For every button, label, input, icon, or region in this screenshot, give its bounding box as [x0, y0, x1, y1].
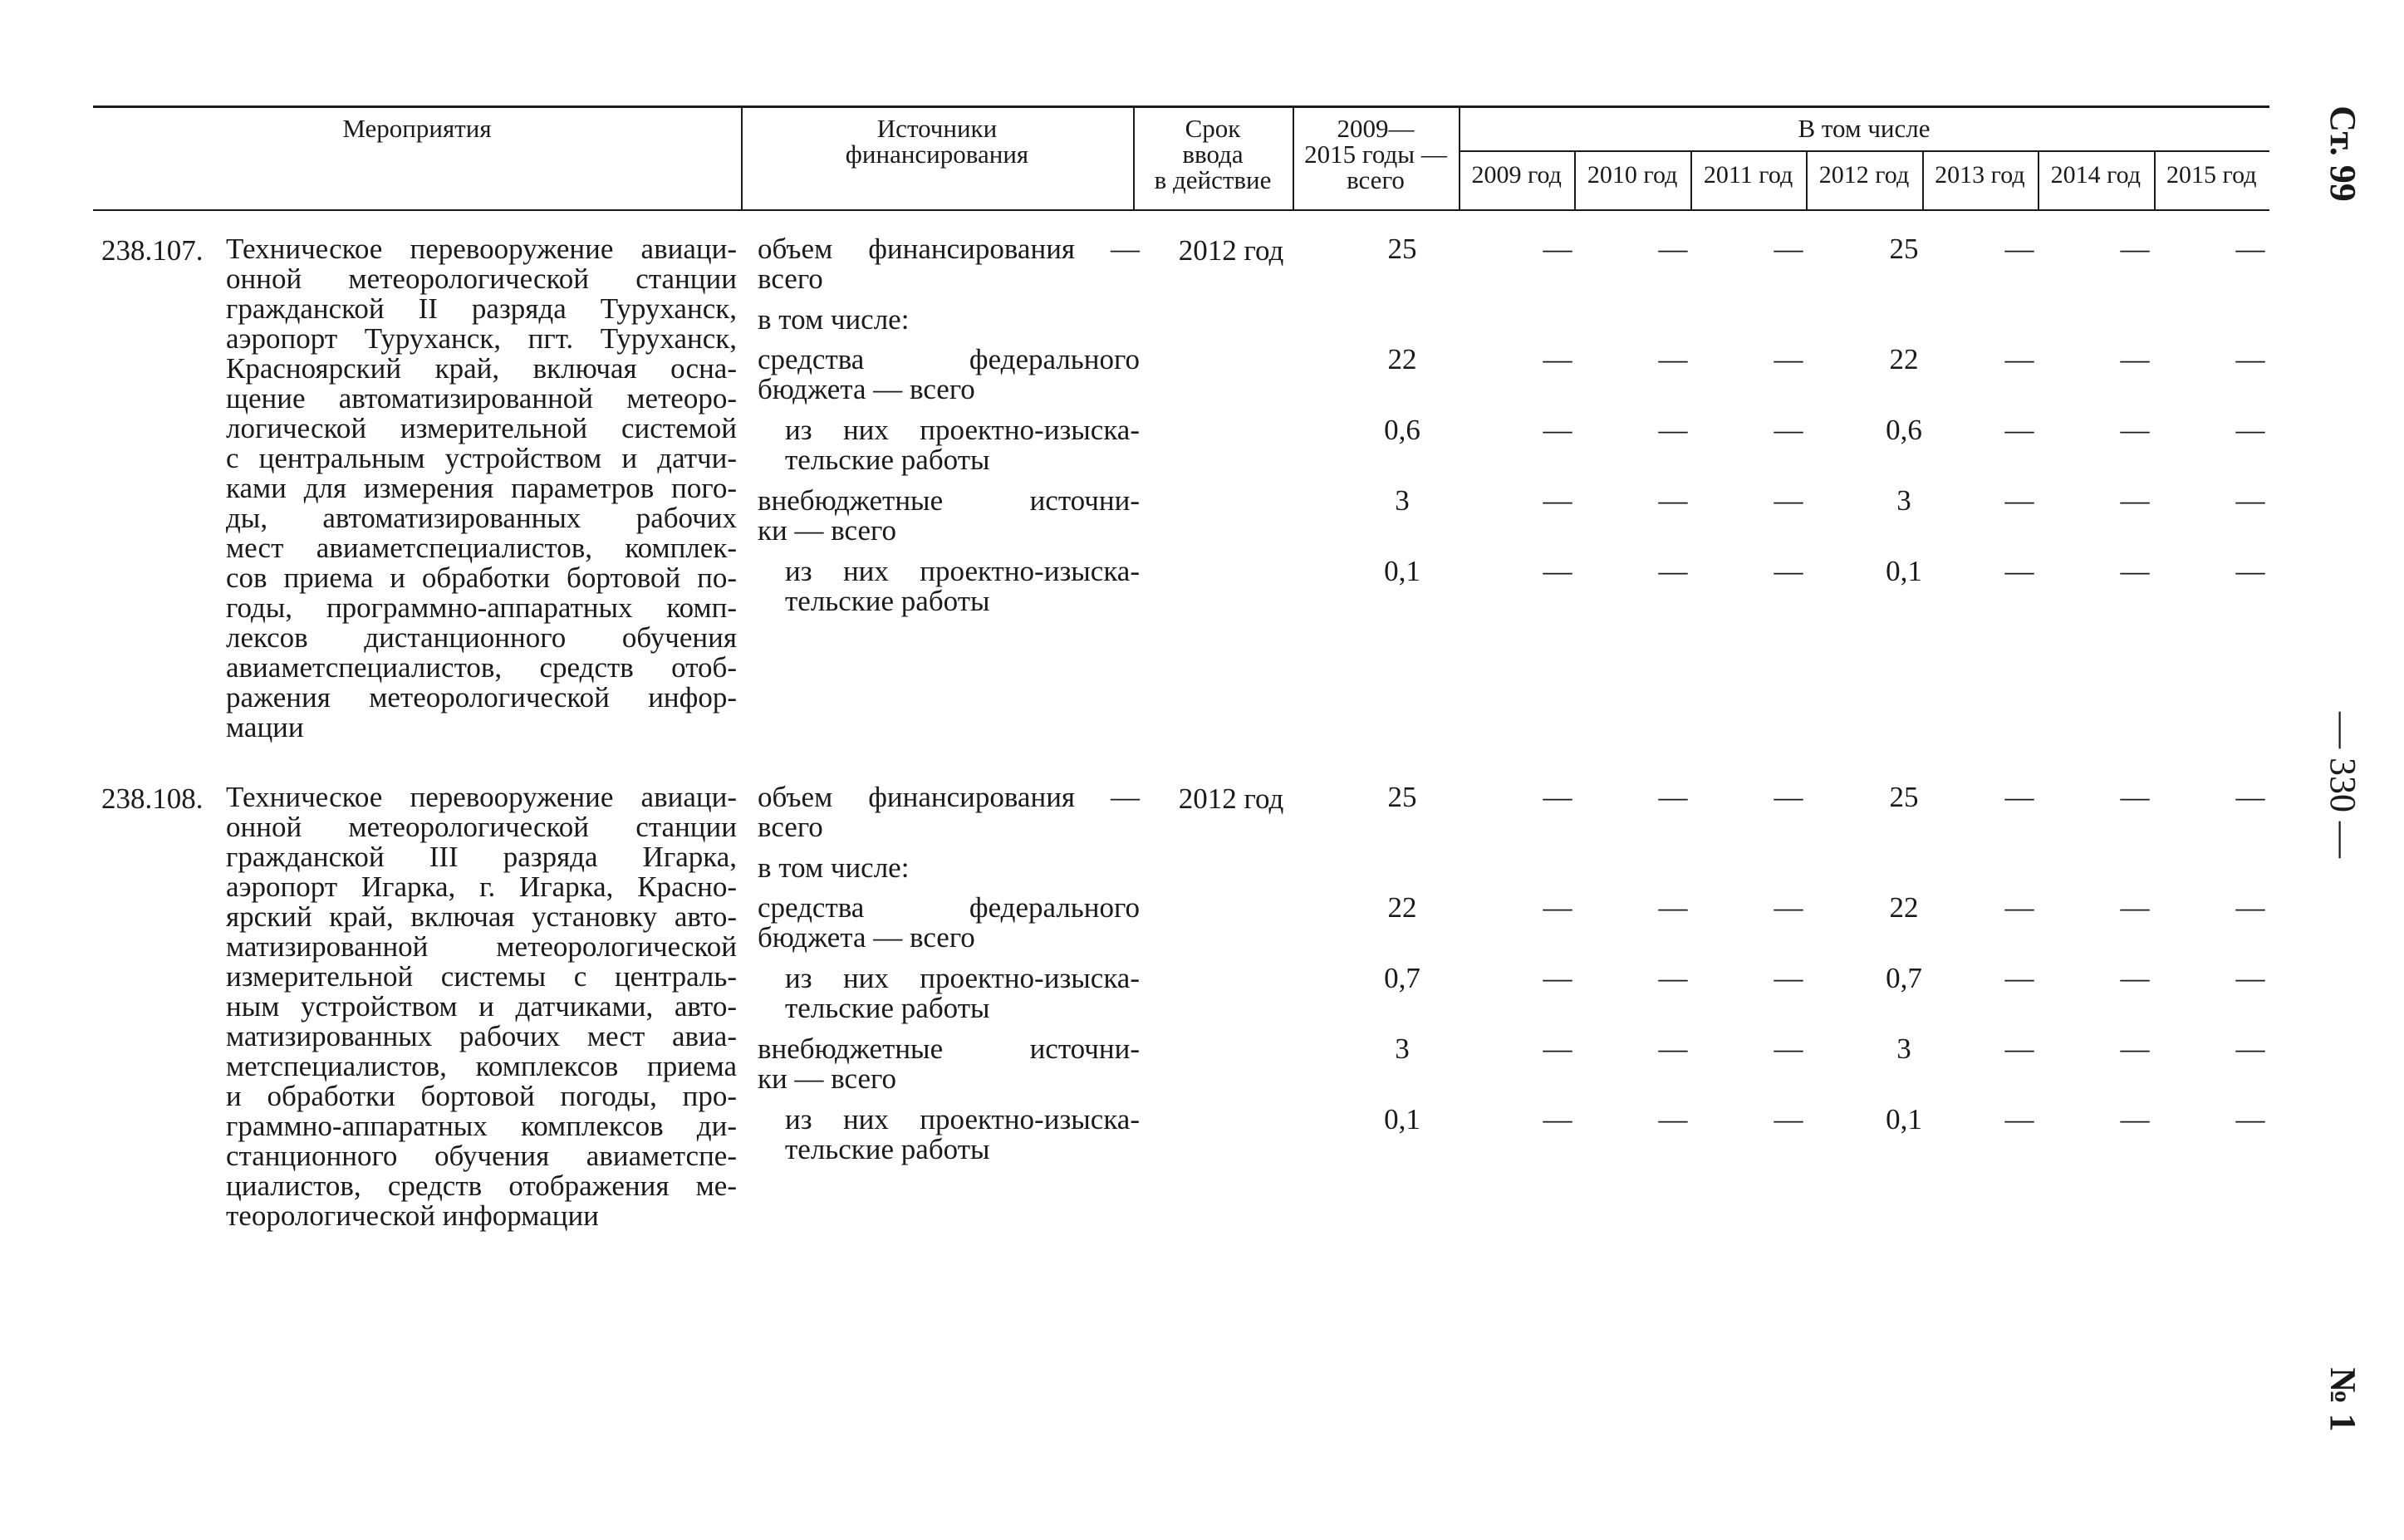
header-including: В том числе: [1798, 114, 1931, 143]
header-total-line: 2015 годы —: [1304, 140, 1447, 169]
description-line: гражданской III разряда Игарка,: [226, 841, 737, 873]
row-deadline: 2012 год: [1178, 234, 1284, 267]
value-year: 22: [1889, 891, 1919, 924]
value-year: —: [2235, 962, 2265, 994]
financing-source: [785, 415, 1140, 475]
header-sources: [741, 115, 1133, 167]
value-total: 22: [1387, 343, 1417, 375]
value-year: —: [1774, 555, 1803, 587]
financing-source: [758, 486, 1140, 546]
value-year: —: [1543, 1032, 1572, 1065]
description-line: граммно-аппаратных комплексов ди-: [226, 1110, 737, 1142]
value-year: —: [1543, 891, 1572, 924]
description-line: метспециалистов, комплексов приема: [226, 1050, 737, 1082]
description-line: лексов дистанционного обучения: [226, 621, 737, 654]
value-year: —: [2120, 891, 2150, 924]
financing-label-line: средства федерального: [758, 343, 1140, 375]
value-year: —: [2120, 962, 2150, 994]
value-total: 0,7: [1384, 962, 1420, 994]
row-description: [226, 234, 737, 743]
year-divider: [2154, 150, 2156, 211]
value-year: —: [1774, 781, 1803, 813]
financing-label-line: из них проектно-изыска-: [785, 962, 1140, 994]
header-year: 2010 год: [1587, 161, 1678, 189]
table-header-bottom-rule: [93, 209, 2269, 211]
header-year: 2014 год: [2050, 161, 2142, 189]
value-year: —: [1658, 484, 1688, 517]
financing-values: [1314, 1034, 2269, 1067]
financing-label-line: внебюджетные источни-: [758, 1032, 1140, 1065]
financing-label-line: в том числе:: [758, 303, 910, 336]
value-year: —: [1774, 1103, 1803, 1135]
value-year: —: [2235, 1103, 2265, 1135]
value-year: —: [2004, 484, 2034, 517]
value-year: —: [2004, 555, 2034, 587]
value-year: —: [1658, 1032, 1688, 1065]
value-year: —: [1774, 414, 1803, 446]
description-line: онной метеорологической станции: [226, 262, 737, 295]
description-line: аэропорт Игарка, г. Игарка, Красно-: [226, 871, 737, 903]
description-line: мест авиаметспециалистов, комплек-: [226, 532, 737, 564]
table-row: [93, 782, 2269, 1248]
year-divider: [1922, 150, 1924, 211]
financing-label-line: бюджета — всего: [758, 921, 975, 954]
row-number: 238.108.: [101, 782, 204, 815]
value-total: 0,6: [1384, 414, 1420, 446]
value-total: 3: [1395, 1032, 1410, 1065]
description-line: ками для измерения параметров пого-: [226, 472, 737, 504]
value-year: —: [2004, 343, 2034, 375]
description-line: ным устройством и датчиками, авто-: [226, 990, 737, 1023]
value-year: —: [2235, 233, 2265, 265]
value-year: —: [1658, 1103, 1688, 1135]
financing-label-line: ки — всего: [758, 1062, 897, 1095]
value-year: —: [2004, 891, 2034, 924]
value-year: 3: [1896, 1032, 1911, 1065]
header-year: 2011 год: [1703, 161, 1793, 189]
value-year: —: [2235, 555, 2265, 587]
description-line: щение автоматизированной метеоро-: [226, 382, 737, 414]
row-deadline: 2012 год: [1178, 782, 1284, 815]
value-year: 22: [1889, 343, 1919, 375]
financing-label-line: из них проектно-изыска-: [785, 1103, 1140, 1135]
page-number: — 330 —: [2323, 712, 2363, 858]
value-year: —: [1543, 484, 1572, 517]
financing-source: [758, 782, 1140, 842]
value-year: —: [2235, 414, 2265, 446]
description-line: Техническое перевооружение авиаци-: [226, 781, 737, 813]
financing-source: [785, 557, 1140, 616]
financing-label-line: тельские работы: [785, 992, 990, 1024]
value-total: 0,1: [1384, 1103, 1420, 1135]
value-year: —: [2235, 484, 2265, 517]
table-top-rule: [93, 105, 2269, 108]
value-year: —: [1658, 343, 1688, 375]
value-year: —: [1658, 781, 1688, 813]
value-year: —: [2004, 1032, 2034, 1065]
financing-source: [758, 853, 1140, 883]
article-label: Ст. 99: [2323, 105, 2363, 202]
value-year: 25: [1889, 781, 1919, 813]
page-margin: [2276, 0, 2404, 1540]
value-year: —: [1658, 962, 1688, 994]
financing-source: [758, 345, 1140, 405]
financing-label-line: объем финансирования —: [758, 781, 1140, 813]
value-year: 0,1: [1886, 555, 1922, 587]
financing-values: [1314, 345, 2269, 378]
issue-number: № 1: [2323, 1367, 2363, 1432]
financing-label-line: ки — всего: [758, 514, 897, 547]
financing-label-line: в том числе:: [758, 851, 910, 884]
header-year: 2015 год: [2166, 161, 2257, 189]
header-total-line: всего: [1347, 165, 1405, 194]
description-line: логической измерительной системой: [226, 412, 737, 444]
value-year: —: [1774, 484, 1803, 517]
row-number: 238.107.: [101, 234, 204, 267]
value-year: —: [1543, 233, 1572, 265]
value-year: —: [2004, 233, 2034, 265]
value-year: —: [1658, 555, 1688, 587]
description-line: годы, программно-аппаратных комп-: [226, 591, 737, 624]
financing-source: [758, 234, 1140, 294]
description-line: измерительной системы с централь-: [226, 960, 737, 993]
value-year: 0,1: [1886, 1103, 1922, 1135]
financing-source: [758, 305, 1140, 335]
value-year: —: [2120, 1032, 2150, 1065]
value-year: —: [1543, 1103, 1572, 1135]
value-total: 25: [1387, 781, 1417, 813]
value-year: —: [2004, 962, 2034, 994]
description-line: матизированных рабочих мест авиа-: [226, 1020, 737, 1052]
description-line: с центральным устройством и датчи-: [226, 442, 737, 474]
header-deadline: [1133, 115, 1293, 193]
description-line: теорологической информации: [226, 1199, 599, 1232]
description-line: станционного обучения авиаметспе-: [226, 1140, 737, 1172]
financing-label-line: тельские работы: [785, 585, 990, 617]
header-subrule: [1459, 150, 2269, 152]
value-year: —: [1774, 1032, 1803, 1065]
financing-values: [1314, 782, 2269, 816]
value-year: —: [1658, 414, 1688, 446]
year-divider: [1690, 150, 1692, 211]
financing-label-line: тельские работы: [785, 444, 990, 476]
value-total: 0,1: [1384, 555, 1420, 587]
value-year: —: [1543, 555, 1572, 587]
financing-values: [1314, 1105, 2269, 1138]
value-year: —: [1543, 414, 1572, 446]
value-year: —: [1774, 891, 1803, 924]
value-year: —: [2004, 1103, 2034, 1135]
description-line: ражения метеорологической инфор-: [226, 681, 737, 714]
value-year: —: [2235, 1032, 2265, 1065]
financing-label-line: внебюджетные источни-: [758, 484, 1140, 517]
header-deadline-line: ввода: [1182, 140, 1244, 169]
description-line: сов приема и обработки бортовой по-: [226, 562, 737, 594]
value-year: —: [2120, 233, 2150, 265]
value-year: —: [2120, 1103, 2150, 1135]
header-year: 2012 год: [1818, 161, 1910, 189]
header-deadline-line: Срок: [1185, 114, 1241, 143]
financing-values: [1314, 557, 2269, 590]
header-year: 2013 год: [1935, 161, 2025, 189]
financing-source: [785, 1105, 1140, 1165]
header-deadline-line: в действие: [1154, 165, 1272, 194]
value-year: —: [2235, 891, 2265, 924]
header-sources-line: финансирования: [845, 140, 1029, 169]
value-year: —: [1543, 781, 1572, 813]
financing-label-line: объем финансирования —: [758, 233, 1140, 265]
value-year: 25: [1889, 233, 1919, 265]
value-year: —: [2120, 484, 2150, 517]
financing-label-line: всего: [758, 262, 823, 295]
row-description: [226, 782, 737, 1231]
value-total: 22: [1387, 891, 1417, 924]
description-line: ды, автоматизированных рабочих: [226, 502, 737, 534]
value-total: 3: [1395, 484, 1410, 517]
description-line: и обработки бортовой погоды, про-: [226, 1080, 737, 1112]
value-year: —: [1658, 891, 1688, 924]
description-line: онной метеорологической станции: [226, 811, 737, 843]
header-measures: Мероприятия: [342, 114, 492, 143]
value-year: —: [2120, 781, 2150, 813]
header-total-line: 2009—: [1337, 114, 1415, 143]
description-line: авиаметспециалистов, средств отоб-: [226, 651, 737, 684]
financing-values: [1314, 893, 2269, 926]
financing-values: [1314, 234, 2269, 267]
value-year: —: [2120, 555, 2150, 587]
value-year: —: [1543, 962, 1572, 994]
financing-label-line: всего: [758, 811, 823, 843]
description-line: ярский край, включая установку авто-: [226, 900, 737, 933]
financing-values: [1314, 964, 2269, 997]
value-year: —: [2235, 781, 2265, 813]
description-line: циалистов, средств отображения ме-: [226, 1170, 737, 1202]
description-line: аэропорт Туруханск, пгт. Туруханск,: [226, 322, 737, 355]
description-line: гражданской II разряда Туруханск,: [226, 292, 737, 325]
financing-label-line: из них проектно-изыска-: [785, 414, 1140, 446]
financing-label-line: из них проектно-изыска-: [785, 555, 1140, 587]
description-line: Красноярский край, включая осна-: [226, 352, 737, 385]
value-year: —: [1658, 233, 1688, 265]
value-year: —: [2120, 414, 2150, 446]
value-year: 0,7: [1886, 962, 1922, 994]
financing-label-line: бюджета — всего: [758, 373, 975, 405]
financing-source: [758, 1034, 1140, 1094]
value-total: 25: [1387, 233, 1417, 265]
financing-values: [1314, 486, 2269, 519]
financing-label-line: средства федерального: [758, 891, 1140, 924]
year-divider: [2038, 150, 2039, 211]
header-total: [1293, 115, 1459, 193]
year-divider: [1574, 150, 1576, 211]
value-year: —: [2120, 343, 2150, 375]
financing-values: [1314, 415, 2269, 449]
value-year: —: [1774, 343, 1803, 375]
header-year: 2009 год: [1471, 161, 1562, 189]
header-sources-line: Источники: [876, 114, 998, 143]
financing-source: [758, 893, 1140, 953]
value-year: —: [2235, 343, 2265, 375]
value-year: —: [1774, 962, 1803, 994]
value-year: —: [1774, 233, 1803, 265]
description-line: мации: [226, 711, 304, 743]
table-row: [93, 233, 2269, 743]
year-divider: [1806, 150, 1808, 211]
value-year: —: [2004, 781, 2034, 813]
description-line: Техническое перевооружение авиаци-: [226, 233, 737, 265]
description-line: матизированной метеорологической: [226, 930, 737, 963]
value-year: 0,6: [1886, 414, 1922, 446]
financing-label-line: тельские работы: [785, 1133, 990, 1165]
financing-source: [785, 964, 1140, 1023]
value-year: —: [2004, 414, 2034, 446]
value-year: 3: [1896, 484, 1911, 517]
value-year: —: [1543, 343, 1572, 375]
